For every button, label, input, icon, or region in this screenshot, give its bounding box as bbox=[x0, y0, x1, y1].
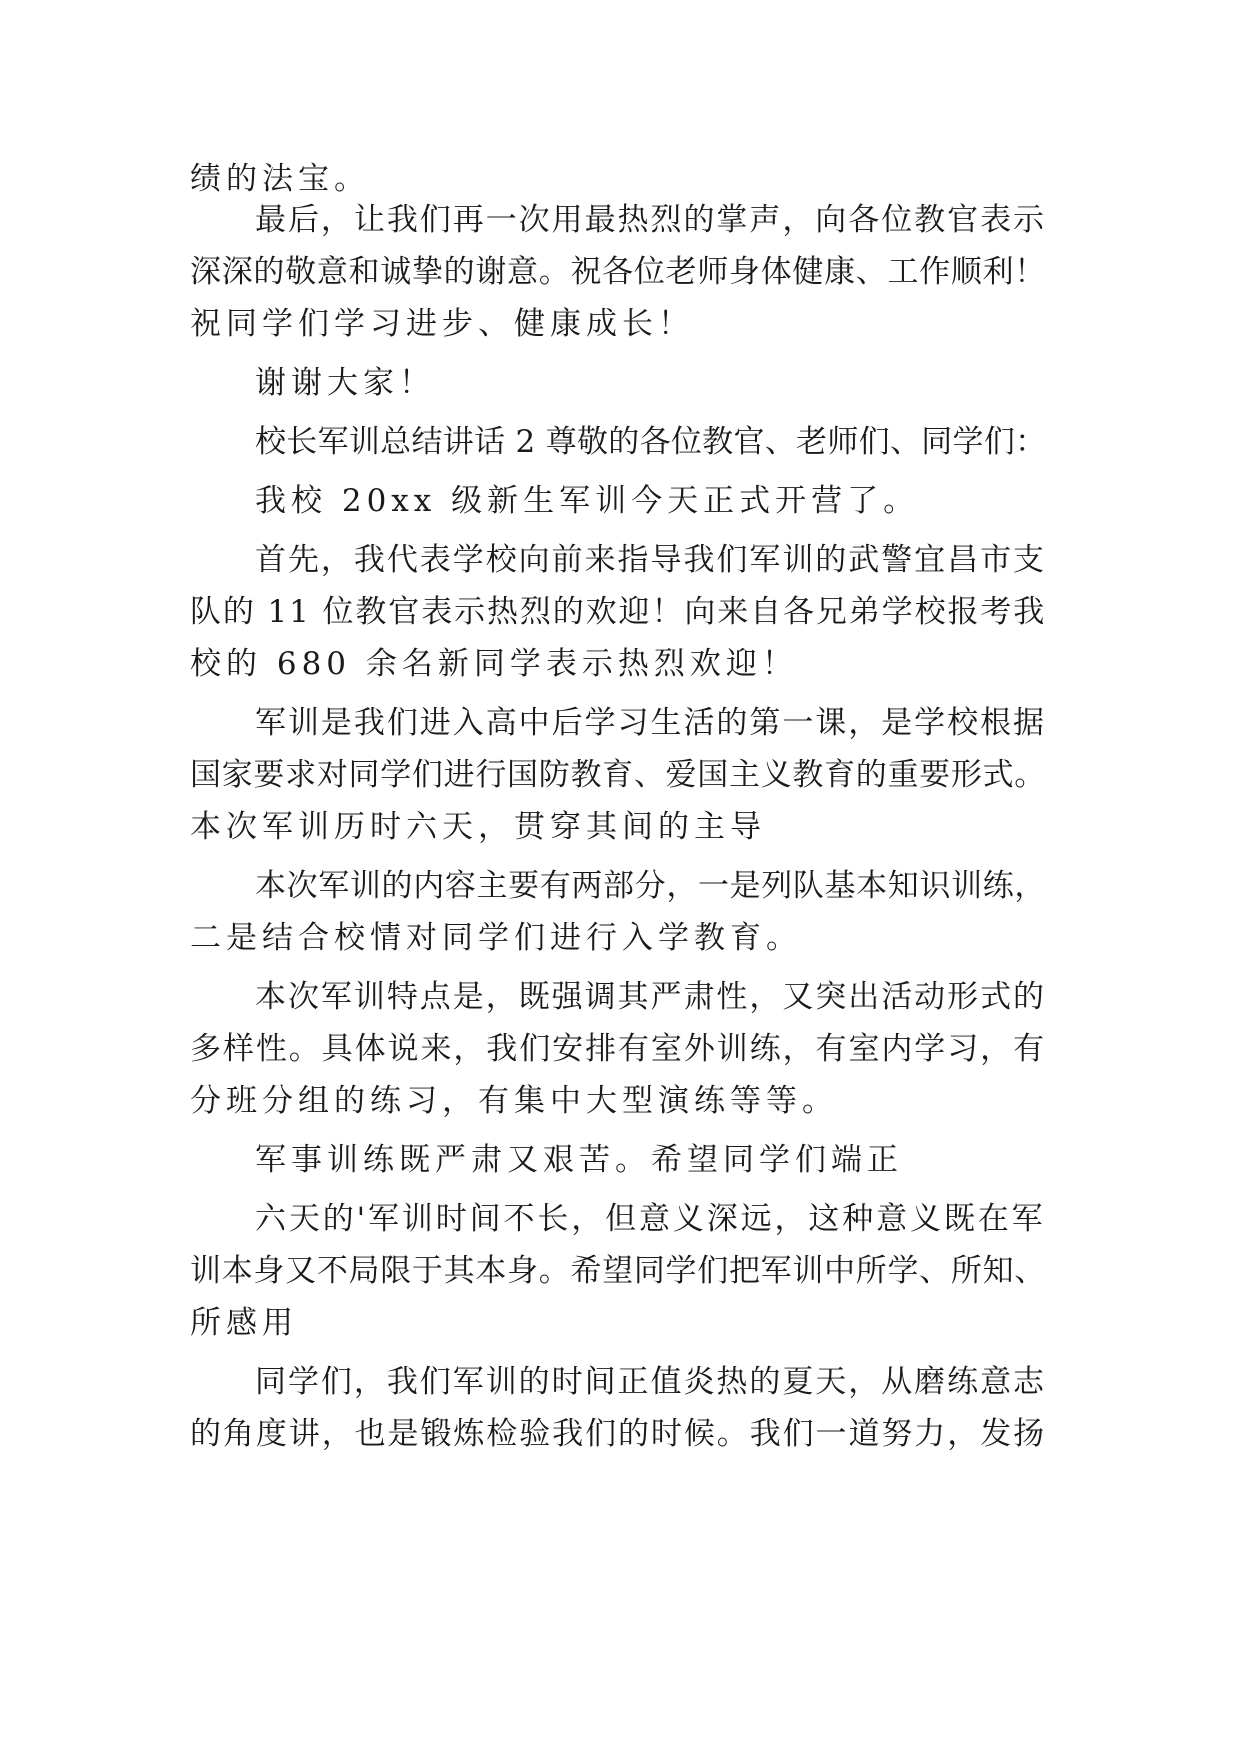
text-line bbox=[0, 1404, 1241, 1464]
line-text: 祝同学们学习进步、健康成长！ bbox=[190, 306, 694, 342]
paragraph-line bbox=[0, 530, 1241, 590]
line-text: 最后，让我们再一次用最热烈的掌声，向各位教官表示 bbox=[255, 202, 1046, 238]
paragraph-line bbox=[0, 1130, 1241, 1190]
line-text: 本次军训历时六天，贯穿其间的主导 bbox=[190, 809, 766, 845]
line-text: 绩的法宝。 bbox=[190, 161, 370, 197]
text-line bbox=[0, 242, 1241, 302]
line-text: 二是结合校情对同学们进行入学教育。 bbox=[190, 920, 802, 956]
line-text: 的角度讲，也是锻炼检验我们的时候。我们一道努力，发扬 bbox=[190, 1416, 1046, 1452]
text-line bbox=[0, 745, 1241, 805]
line-text: 深深的敬意和诚挚的谢意。祝各位老师身体健康、工作顺利！ bbox=[190, 254, 1046, 290]
line-text: 国家要求对同学们进行国防教育、爱国主义教育的重要形式。 bbox=[190, 757, 1046, 793]
text-line bbox=[0, 1293, 1241, 1353]
paragraph-line bbox=[0, 856, 1241, 916]
line-text: 军训是我们进入高中后学习生活的第一课，是学校根据 bbox=[255, 705, 1046, 741]
line-text: 校的 680 余名新同学表示热烈欢迎！ bbox=[190, 646, 798, 682]
line-text: 分班分组的练习，有集中大型演练等等。 bbox=[190, 1083, 838, 1119]
paragraph-line bbox=[0, 1189, 1241, 1249]
line-text: 校长军训总结讲话 2 尊敬的各位教官、老师们、同学们： bbox=[255, 424, 1047, 460]
text-line bbox=[0, 634, 1241, 694]
line-text: 谢谢大家！ bbox=[255, 365, 435, 401]
paragraph-line bbox=[0, 1352, 1241, 1412]
text-line bbox=[0, 582, 1241, 642]
line-text: 同学们，我们军训的时间正值炎热的夏天，从磨练意志 bbox=[255, 1364, 1046, 1400]
line-text: 首先，我代表学校向前来指导我们军训的武警宜昌市支 bbox=[255, 542, 1046, 578]
text-line bbox=[0, 294, 1241, 354]
line-text: 我校 20xx 级新生军训今天正式开营了。 bbox=[255, 483, 920, 519]
line-text: 六天的'军训时间不长，但意义深远，这种意义既在军 bbox=[255, 1201, 1046, 1237]
line-text: 队的 11 位教官表示热烈的欢迎！向来自各兄弟学校报考我 bbox=[190, 594, 1047, 630]
line-text: 本次军训的内容主要有两部分，一是列队基本知识训练， bbox=[255, 868, 1046, 904]
paragraph-line bbox=[0, 967, 1241, 1027]
text-line bbox=[0, 908, 1241, 968]
text-line bbox=[0, 1019, 1241, 1079]
text-line bbox=[0, 1241, 1241, 1301]
paragraph-line bbox=[0, 190, 1241, 250]
line-text: 所感用 bbox=[190, 1305, 298, 1341]
line-text: 本次军训特点是，既强调其严肃性，又突出活动形式的 bbox=[255, 979, 1046, 1015]
line-text: 训本身又不局限于其本身。希望同学们把军训中所学、所知、 bbox=[190, 1253, 1046, 1289]
paragraph-line bbox=[0, 353, 1241, 413]
text-line bbox=[0, 1071, 1241, 1131]
text-line bbox=[0, 797, 1241, 857]
paragraph-line bbox=[0, 693, 1241, 753]
paragraph-line bbox=[0, 412, 1241, 472]
line-text: 军事训练既严肃又艰苦。希望同学们端正 bbox=[255, 1142, 903, 1178]
paragraph-line bbox=[0, 471, 1241, 531]
line-text: 多样性。具体说来，我们安排有室外训练，有室内学习，有 bbox=[190, 1031, 1046, 1067]
